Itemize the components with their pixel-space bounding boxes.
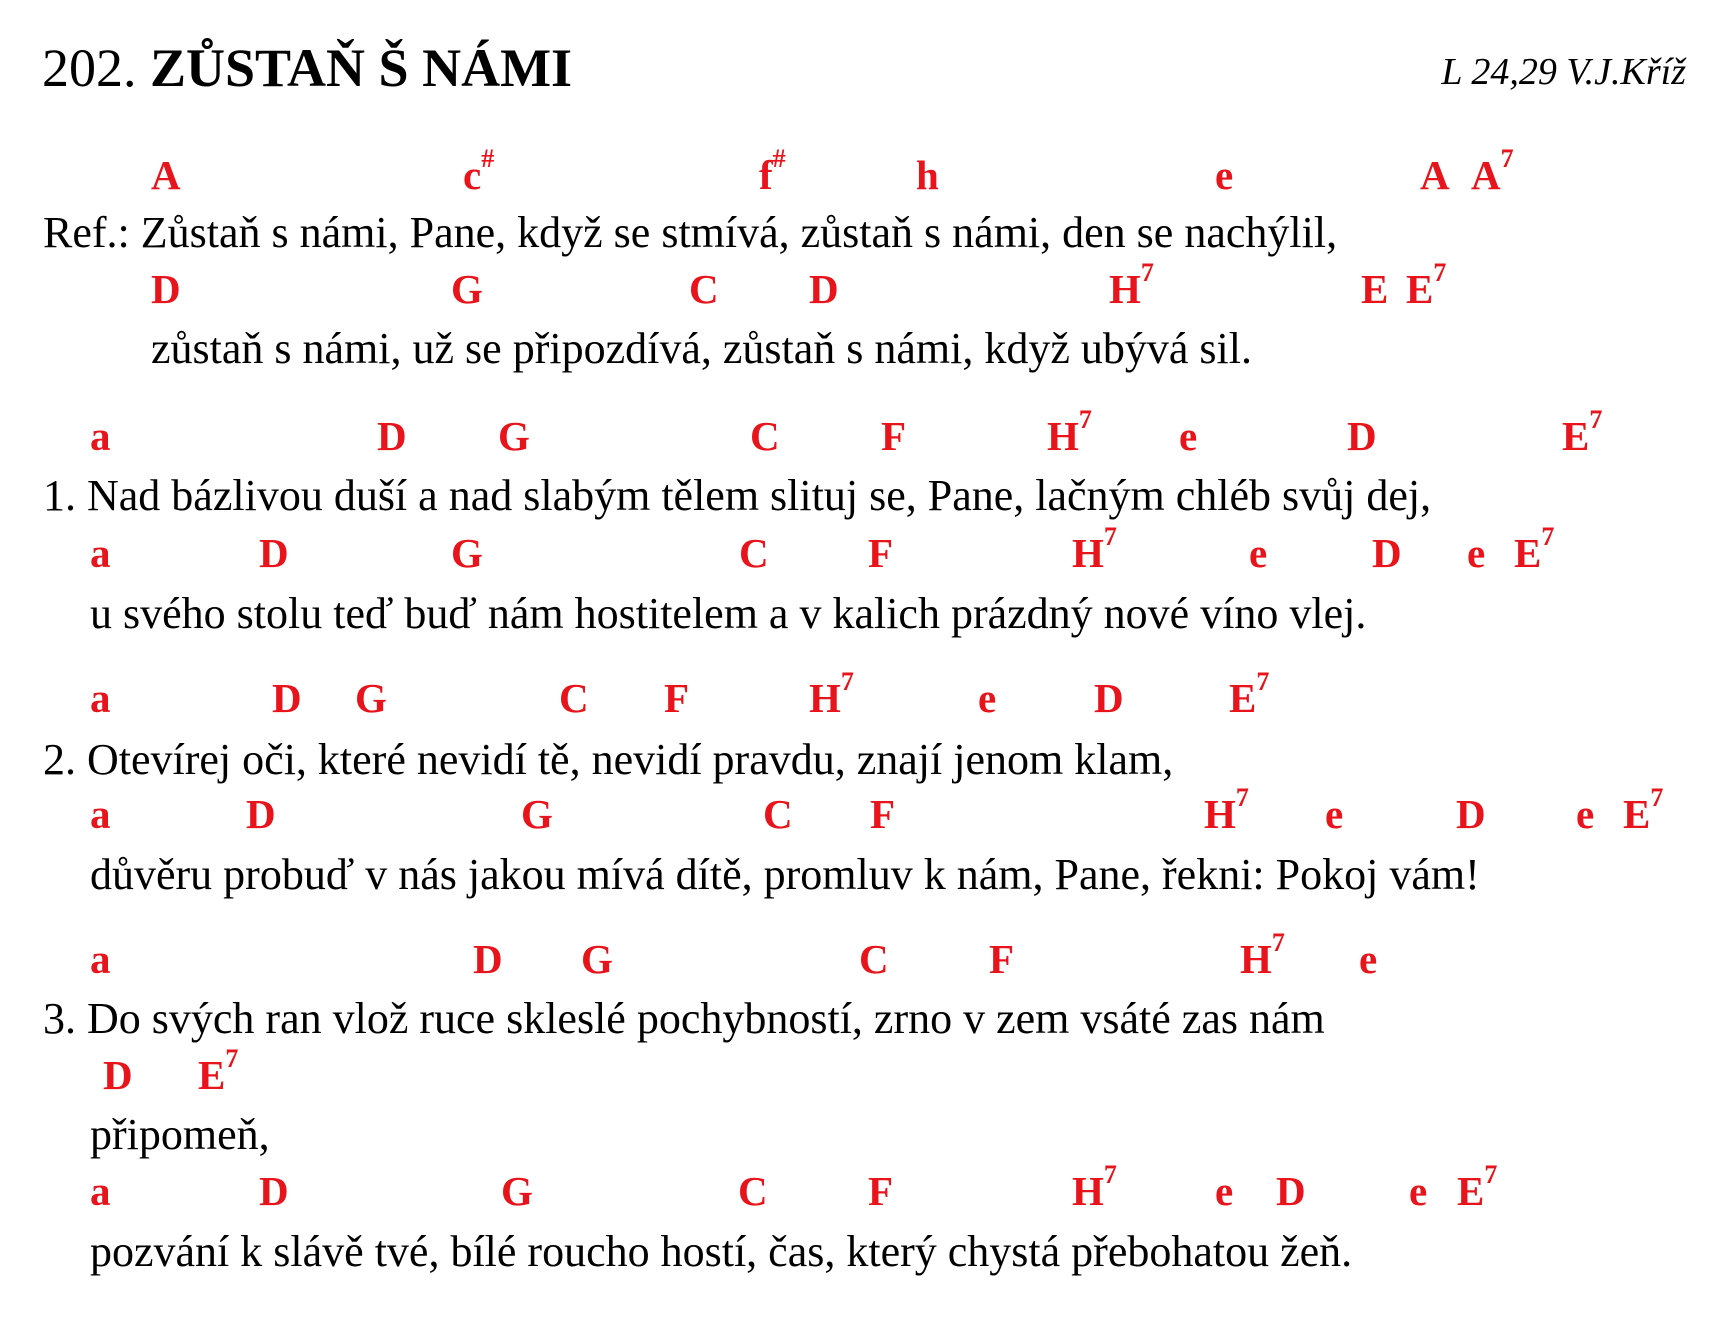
chord — [1576, 791, 1594, 837]
chord — [1457, 1160, 1498, 1214]
lyric-line: důvěru probuď v nás jakou mívá dítě, promluv k nám, Pane, řekni: Pokoj vám! — [90, 850, 1480, 899]
chord-root: G — [355, 675, 387, 721]
chord — [1179, 413, 1197, 459]
chord-root: a — [90, 1168, 111, 1214]
chord-root: F — [868, 1168, 894, 1214]
chord-root: G — [451, 266, 483, 312]
chord — [1249, 530, 1267, 576]
chord — [1229, 667, 1270, 721]
chord-modifier: 7 — [1140, 258, 1154, 287]
chord-modifier: 7 — [1271, 928, 1285, 957]
song-number: 202. — [42, 38, 137, 98]
chord-root: H — [1072, 1168, 1104, 1214]
chord — [198, 1044, 239, 1098]
chord-root: H — [809, 675, 841, 721]
chord — [90, 936, 111, 982]
chord — [90, 675, 111, 721]
chord-root: E — [1229, 675, 1257, 721]
chord — [763, 791, 793, 837]
chord — [451, 266, 483, 312]
chord — [377, 413, 407, 459]
chord-root: a — [90, 413, 111, 459]
chord — [1215, 1168, 1233, 1214]
chord — [809, 667, 854, 721]
chord-root: c — [463, 152, 482, 198]
chord — [989, 936, 1014, 982]
chord-root: G — [501, 1168, 533, 1214]
chord — [1456, 791, 1486, 837]
chord — [501, 1168, 533, 1214]
chord — [559, 675, 589, 721]
song-name: ZŮSTAŇ Š NÁMI — [150, 38, 573, 98]
chord — [451, 530, 483, 576]
chord — [1361, 266, 1388, 312]
chord-modifier: 7 — [1541, 522, 1555, 551]
chord — [809, 266, 839, 312]
chord-root: e — [1409, 1168, 1428, 1214]
chord-root: D — [809, 266, 839, 312]
chord — [90, 791, 111, 837]
chord-modifier: 7 — [1500, 144, 1514, 173]
lyric-line: 3. Do svých ran vlož ruce skleslé pochybností, zrno v zem vsáté zas nám — [43, 994, 1325, 1043]
chord — [1072, 522, 1117, 576]
chord-root: F — [870, 791, 896, 837]
chord-root: a — [90, 530, 111, 576]
chord-root: E — [1406, 266, 1434, 312]
chord-root: H — [1240, 936, 1272, 982]
chord — [1562, 405, 1603, 459]
chord — [90, 1168, 111, 1214]
chord — [881, 413, 906, 459]
chord-root: D — [473, 936, 503, 982]
chord — [868, 530, 893, 576]
chord — [90, 413, 111, 459]
lyric-line: pozvání k slávě tvé, bílé roucho hostí, čas, který chystá přebohatou žeň. — [90, 1227, 1353, 1276]
chord-root: C — [750, 413, 780, 459]
chord — [1471, 144, 1514, 198]
chord-modifier: 7 — [1256, 667, 1270, 696]
chord-root: C — [763, 791, 793, 837]
chord — [1347, 413, 1377, 459]
chord-root: F — [664, 675, 690, 721]
chord-root: D — [259, 530, 289, 576]
chord-modifier: 7 — [225, 1044, 239, 1073]
chord-modifier: # — [481, 144, 495, 173]
lyric-line: připomeň, — [90, 1110, 270, 1159]
chord — [272, 675, 302, 721]
chord-root: G — [498, 413, 530, 459]
chord-root: e — [1215, 152, 1234, 198]
chord — [1514, 522, 1555, 576]
lyric-line: u svého stolu teď buď nám hostitelem a v kalich prázdný nové víno vlej. — [90, 589, 1367, 638]
chord-root: D — [377, 413, 407, 459]
song-author: L 24,29 V.J.Kříž — [1441, 51, 1686, 93]
chord — [1204, 783, 1249, 837]
chord-modifier: 7 — [1589, 405, 1603, 434]
chord-modifier: 7 — [1484, 1160, 1498, 1189]
chord-modifier: 7 — [1103, 1160, 1117, 1189]
chord-root: D — [1372, 530, 1402, 576]
chord — [1109, 258, 1154, 312]
chord — [664, 675, 689, 721]
chord-modifier: 7 — [1433, 258, 1447, 287]
chord-root: F — [881, 413, 907, 459]
chord-root: E — [1361, 266, 1389, 312]
chord-root: H — [1109, 266, 1141, 312]
chord-modifier: 7 — [840, 667, 854, 696]
chord — [355, 675, 387, 721]
chord — [1047, 405, 1092, 459]
chord — [1240, 928, 1285, 982]
chord-root: E — [198, 1052, 226, 1098]
chord-root: C — [559, 675, 589, 721]
chord-root: e — [1467, 530, 1486, 576]
chord — [870, 791, 895, 837]
chord — [1276, 1168, 1306, 1214]
chord-root: E — [1623, 791, 1651, 837]
chord-root: a — [90, 936, 111, 982]
chord-root: f — [759, 152, 773, 198]
chord-root: E — [1457, 1168, 1485, 1214]
chord-root: E — [1562, 413, 1590, 459]
chord-root: a — [90, 675, 111, 721]
chord — [1372, 530, 1402, 576]
chord-root: G — [451, 530, 483, 576]
chord-modifier: 7 — [1235, 783, 1249, 812]
chord — [1623, 783, 1664, 837]
chord-root: H — [1072, 530, 1104, 576]
chord-root: D — [1276, 1168, 1306, 1214]
chord — [1359, 936, 1377, 982]
chord — [246, 791, 276, 837]
chord — [498, 413, 530, 459]
chord-root: e — [978, 675, 997, 721]
lyric-line: 2. Otevírej oči, které nevidí tě, nevidí pravdu, znají jenom klam, — [43, 735, 1174, 784]
chord — [151, 152, 181, 198]
chord — [473, 936, 503, 982]
chord — [738, 1168, 768, 1214]
chord — [1215, 152, 1233, 198]
lyric-line: 1. Nad bázlivou duší a nad slabým tělem slituj se, Pane, lačným chléb svůj dej, — [43, 471, 1432, 520]
chord-root: G — [581, 936, 613, 982]
chord — [259, 1168, 289, 1214]
chord-root: h — [916, 152, 939, 198]
chord — [463, 144, 495, 198]
chord — [916, 152, 939, 198]
chord — [581, 936, 613, 982]
chord — [978, 675, 996, 721]
chord — [859, 936, 889, 982]
chord — [739, 530, 769, 576]
chord-root: e — [1576, 791, 1595, 837]
chord-modifier: 7 — [1650, 783, 1664, 812]
lyric-line: Ref.: Zůstaň s námi, Pane, když se stmívá, zůstaň s námi, den se nachýlil, — [43, 208, 1338, 257]
chord-root: C — [738, 1168, 768, 1214]
chord-modifier: 7 — [1103, 522, 1117, 551]
chord-root: A — [1471, 152, 1501, 198]
chord — [1072, 1160, 1117, 1214]
chord-root: E — [1514, 530, 1542, 576]
chord-root: D — [1347, 413, 1377, 459]
chord — [1094, 675, 1124, 721]
chord-root: e — [1179, 413, 1198, 459]
chord-root: D — [272, 675, 302, 721]
chord — [868, 1168, 893, 1214]
chord — [151, 266, 181, 312]
chord — [1325, 791, 1343, 837]
chord-root: e — [1249, 530, 1268, 576]
chord-modifier: 7 — [1078, 405, 1092, 434]
chord-root: e — [1325, 791, 1344, 837]
chord — [259, 530, 289, 576]
chord — [689, 266, 719, 312]
chord-root: D — [103, 1052, 133, 1098]
chord-root: a — [90, 791, 111, 837]
chord — [103, 1052, 133, 1098]
chord-root: D — [259, 1168, 289, 1214]
chord-root: D — [1456, 791, 1486, 837]
chord — [521, 791, 553, 837]
lyric-line: zůstaň s námi, už se připozdívá, zůstaň s námi, když ubývá sil. — [151, 324, 1252, 373]
chord — [1467, 530, 1485, 576]
chord-root: D — [151, 266, 181, 312]
chord-root: e — [1359, 936, 1378, 982]
chord-root: H — [1204, 791, 1236, 837]
chord-root: D — [246, 791, 276, 837]
chord-root: H — [1047, 413, 1079, 459]
chord-root: A — [1420, 152, 1450, 198]
chord-root: F — [989, 936, 1015, 982]
chord-root: G — [521, 791, 553, 837]
chord-root: C — [689, 266, 719, 312]
song-title — [42, 38, 572, 98]
chord-root: e — [1215, 1168, 1234, 1214]
chord-modifier: # — [772, 144, 786, 173]
chord — [1420, 152, 1450, 198]
chord-root: C — [739, 530, 769, 576]
chord — [1406, 258, 1447, 312]
chord-root: F — [868, 530, 894, 576]
chord-root: D — [1094, 675, 1124, 721]
chord — [750, 413, 780, 459]
chord — [90, 530, 111, 576]
chord-root: C — [859, 936, 889, 982]
chord — [759, 144, 786, 198]
chord-root: A — [151, 152, 181, 198]
chord — [1409, 1168, 1427, 1214]
